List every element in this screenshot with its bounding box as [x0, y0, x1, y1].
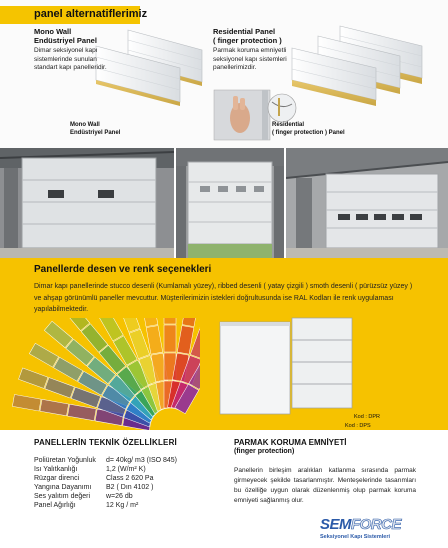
- mono-wall-title: [34, 27, 97, 45]
- mono-wall-title-line1: Mono Wall: [34, 27, 72, 36]
- spec-label: Ses yalıtım değeri: [34, 493, 91, 500]
- spec-label: Panel Ağırlığı: [34, 502, 76, 509]
- finger-protection-detail: [268, 94, 296, 122]
- spec-value: B2 ( Dın 4102 ): [106, 484, 154, 491]
- semforce-logo: [316, 516, 426, 544]
- mono-wall-caption-line1: Mono Wall: [70, 122, 100, 128]
- color-fan-deck: [0, 318, 200, 430]
- finger-protection-text: Panellerin birleşim aralıkları katlanma sırasında parmak girmeyecek şekilde tasarlanmıştır. Menteşelerinde tasarımları bu özelliğe uygun olarak düzenlenmiş olup parmak koruma emniyeti sağlanmış olur.: [234, 467, 416, 504]
- spec-value: 12 Kg / m²: [106, 502, 139, 509]
- logo-part-sem: SEM: [320, 516, 352, 533]
- code-dps-label: Kod : DPS: [345, 423, 371, 429]
- specs-table: [34, 456, 177, 510]
- table-row: [34, 456, 177, 465]
- spec-value: 1,2 (W/m² K): [106, 466, 146, 473]
- spec-label: Isı Yalıtkanlığı: [34, 466, 78, 473]
- spec-label: Rüzgar direnci: [34, 475, 80, 482]
- table-row: [34, 501, 177, 510]
- code-dpr-label: Kod : DPR: [354, 414, 380, 420]
- section-title: panel alternatiflerimiz: [34, 8, 148, 20]
- table-row: [34, 483, 177, 492]
- residential-title-line2: ( finger protection ): [213, 36, 282, 45]
- table-row: [34, 474, 177, 483]
- panel-alternatives-section: [0, 0, 448, 148]
- panel-sample-dpr: [292, 318, 352, 408]
- table-row: [34, 492, 177, 501]
- spec-value: Class 2 620 Pa: [106, 475, 154, 482]
- logo-part-force: FORCE: [351, 516, 402, 533]
- spec-label: Yangına Dayanımı: [34, 484, 92, 491]
- mono-wall-caption-line2: Endüstriyel Panel: [70, 129, 121, 136]
- residential-caption-line1: Residential: [272, 122, 305, 128]
- installation-photo-2: [176, 148, 284, 258]
- table-row: [34, 465, 177, 474]
- mono-wall-caption: [70, 122, 120, 137]
- mono-wall-title-line2: Endüstriyel Panel: [34, 36, 97, 45]
- residential-title-line1: Residential Panel: [213, 27, 276, 36]
- residential-caption: [272, 122, 345, 137]
- spec-label: Poliüretan Yoğunluk: [34, 457, 96, 464]
- spec-value: d= 40kg/ m3 (ISO 845): [106, 457, 178, 464]
- residential-title: [213, 27, 282, 45]
- panel-samples: [218, 316, 358, 416]
- patterns-title: Panellerde desen ve renk seçenekleri: [34, 264, 212, 275]
- logo-wordmark: [320, 516, 401, 533]
- finger-protection-subtitle: (finger protection): [234, 448, 295, 455]
- mono-wall-description: Dimar seksiyonel kapı sistemlerinde sunulan standart kapı panelleridir.: [34, 47, 107, 71]
- installation-photo-3: [286, 148, 448, 258]
- finger-protection-inset: [214, 90, 270, 140]
- logo-subtitle: Seksiyonel Kapı Sistemleri: [320, 534, 391, 540]
- residential-caption-line2: ( finger protection ) Panel: [272, 129, 345, 136]
- spec-value: w=26 db: [106, 493, 133, 500]
- patterns-description: Dimar kapı panellerinde stucco desenli (Kumlamalı yüzey), ribbed desenli ( yatay çizgili ) smoth desenli ( pürüzsüz yüzey ) ve ahşap görünümlü paneller mevcuttur. Müşterilerimizin istekleri doğrultusunda ise RAL Kodları ile renk uygulaması yapılabilmektedir.: [34, 283, 413, 313]
- panel-sample-dps: [220, 322, 290, 414]
- specs-title: PANELLERİN TEKNİK ÖZELLİKLERİ: [34, 438, 177, 447]
- installation-photo-1: [0, 148, 174, 258]
- finger-protection-title: PARMAK KORUMA EMNİYETİ: [234, 438, 347, 447]
- residential-description: Parmak koruma emniyetli seksiyonel kapı sistemleri panellerimizdir.: [213, 47, 287, 71]
- panel-illustrations: [0, 0, 448, 148]
